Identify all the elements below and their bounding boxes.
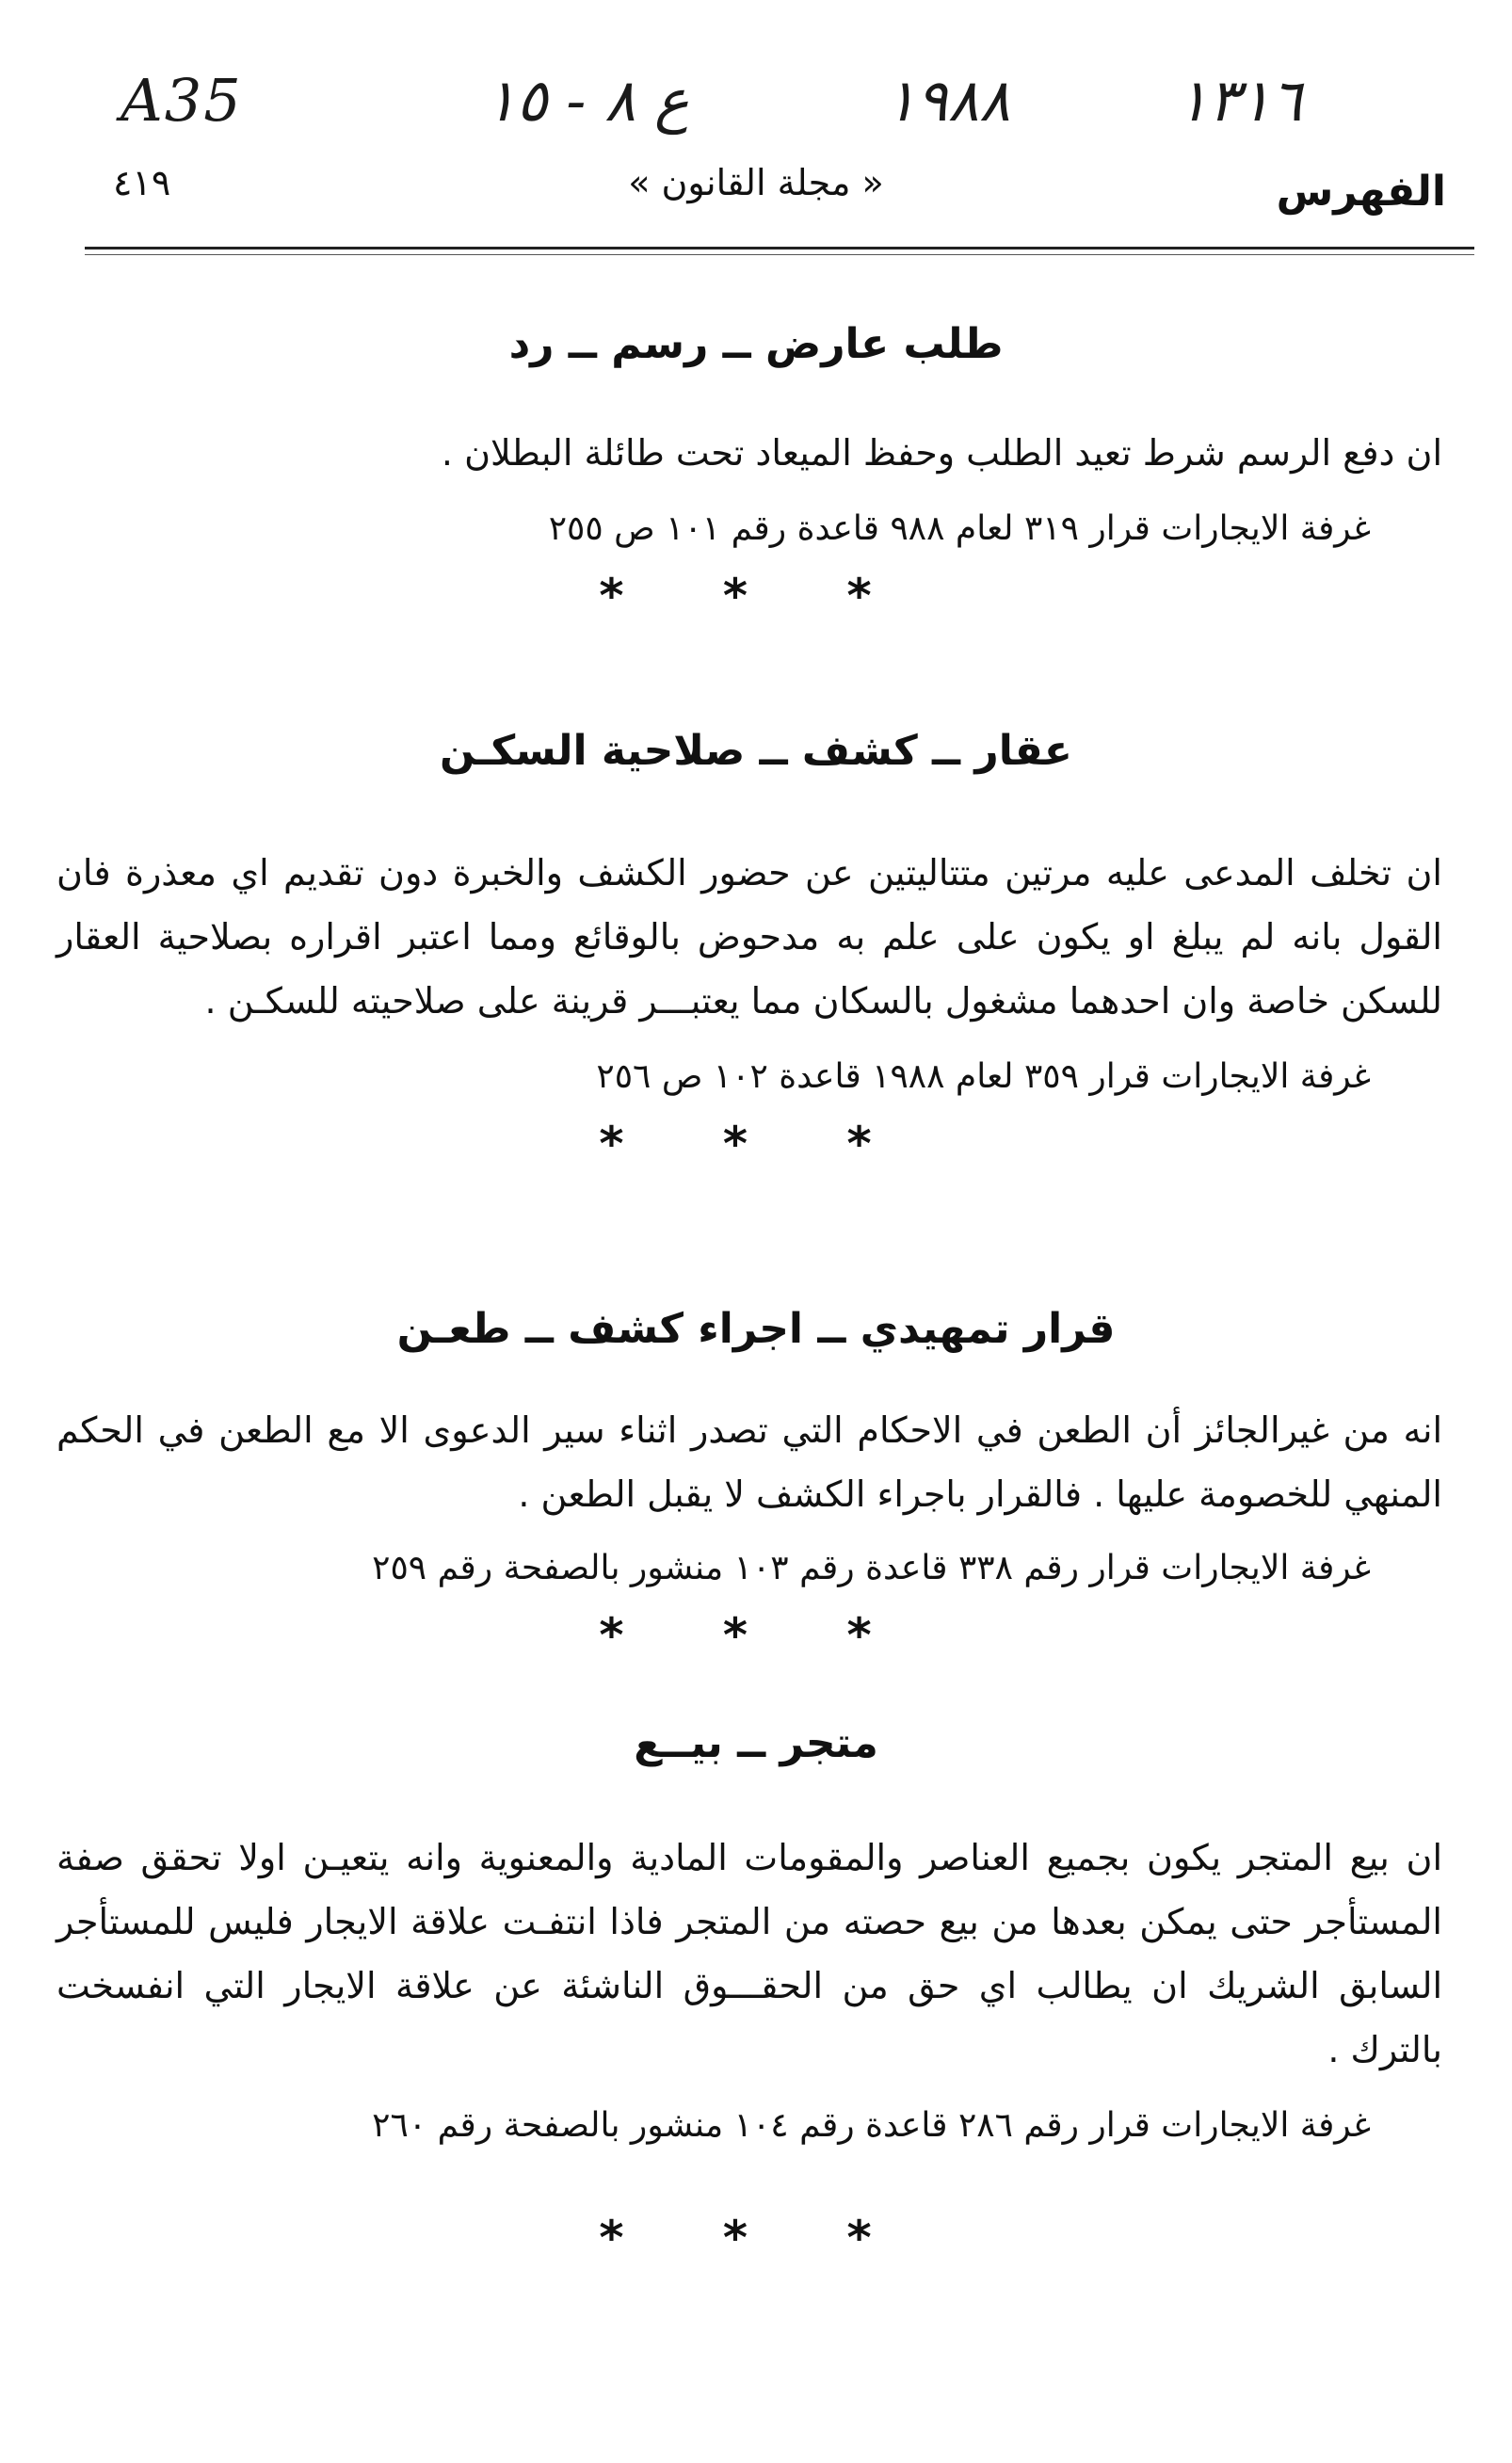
entry-3 [56, 1305, 1456, 1663]
entry-body: ان دفع الرسم شرط تعيد الطلب وحفظ الميعاد تحت طائلة البطلان . [441, 432, 1442, 474]
entry-body: ان بيع المتجر يكون بجميع العناصر والمقومات المادية والمعنوية وانه يتعيـن اولا تحقق صفة المستأجر حتى يمكن بعدها من بيع حصته من المتجر فاذا انتفـت علاقة الايجار فليس للمستأجر السابق الشريك ان يطالب اي حق من الحقـــوق الناشئة عن علاقة الايجار التي انفسخت بالترك . [56, 1837, 1442, 2070]
entry-body: ان تخلف المدعى عليه مرتين متتاليتين عن حضور الكشف والخبرة دون تقديم اي معذرة فان القول بانه لم يبلغ او يكون على علم به مدحوض بالوقائع ومما اعتبر اقراره بصلاحية العقار للسكن خاصة وان احدهما مشغول بالسكان مما يعتبـــر قرينة على صلاحيته للسكـن . [56, 852, 1442, 1022]
entry-title: قرار تمهيدي ــ اجراء كشف ــ طعـن [396, 1305, 1116, 1353]
handwritten-issue: ع ٨ - ١٥ [485, 66, 689, 135]
entry-reference: غرفة الايجارات قرار رقم ٣٣٨ قاعدة رقم ١٠٣ منشور بالصفحة رقم ٢٥٩ [372, 1549, 1371, 1587]
entry-reference: غرفة الايجارات قرار رقم ٢٨٦ قاعدة رقم ١٠٤ منشور بالصفحة رقم ٢٦٠ [372, 2106, 1371, 2145]
handwritten-number: ١٣١٦ [1177, 66, 1303, 135]
entry-2 [56, 727, 1456, 1171]
header-divider-thin [85, 254, 1474, 255]
section-title: الفهرس [1276, 168, 1446, 216]
header-divider [85, 247, 1474, 250]
entry-title: طلب عارض ــ رسم ــ رد [508, 320, 1004, 368]
separator-stars: * * * [599, 569, 913, 623]
separator-stars: * * * [599, 1117, 913, 1171]
entry-body: انه من غيرالجائز أن الطعن في الاحكام التي تصدر اثناء سير الدعوى الا مع الطعن في الحكم المنهي للخصومة عليها . فالقرار باجراء الكشف لا يقبل الطعن . [56, 1409, 1442, 1515]
entry-1 [56, 320, 1456, 623]
entry-reference: غرفة الايجارات قرار ٣٥٩ لعام ١٩٨٨ قاعدة ١٠٢ ص ٢٥٦ [596, 1057, 1371, 1096]
entry-title: متجر ــ بيــع [634, 1719, 878, 1767]
handwritten-year: ١٩٨٨ [885, 66, 1011, 135]
separator-stars: * * * [599, 2211, 913, 2265]
journal-title: « مجلة القانون » [628, 162, 884, 203]
handwritten-code: A35 [121, 66, 243, 135]
page-header [66, 162, 1446, 218]
separator-stars: * * * [599, 1608, 913, 1663]
page-number: ٤١٩ [113, 162, 171, 203]
entry-4 [56, 1719, 1456, 2265]
entry-reference: غرفة الايجارات قرار ٣١٩ لعام ٩٨٨ قاعدة رقم ١٠١ ص ٢٥٥ [548, 509, 1371, 548]
entry-title: عقار ــ كشف ــ صلاحية السكـن [440, 727, 1072, 775]
